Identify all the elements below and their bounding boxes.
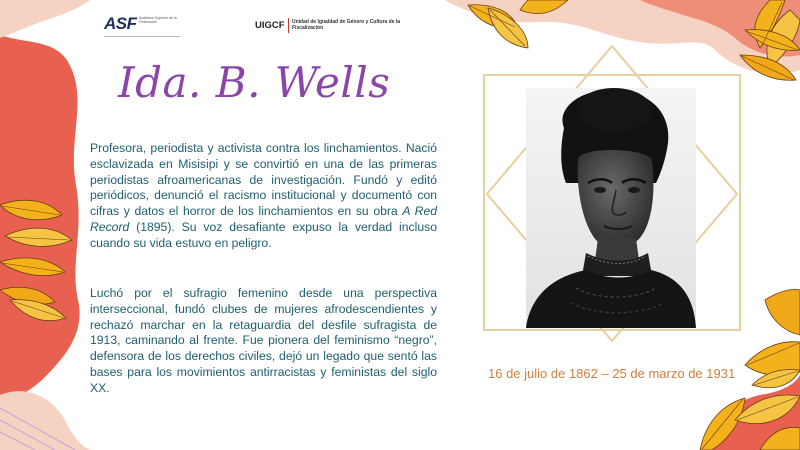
bio-paragraph-1 bbox=[90, 141, 437, 252]
asf-logo-subtitle: Auditoría Superior de la Federación bbox=[139, 16, 177, 25]
asf-logo bbox=[104, 14, 184, 40]
asf-logo-rule bbox=[104, 36, 180, 37]
portrait-photo bbox=[526, 88, 696, 328]
bio-paragraph-1-text: Profesora, periodista y activista contra los linchamientos. Nació esclavizada en Misisipi y se convirtió en una de las primeras periodistas afroamericanas de investigación. Fundó y editó periódicos, denunció el racismo institucional y documentó con cifras y datos el horror de los linchamientos en su obra bbox=[90, 141, 437, 219]
asf-logo-mark: ASF bbox=[104, 14, 137, 33]
peach-blob-top-left bbox=[0, 0, 90, 38]
bio-paragraph-2: Luchó por el sufragio femenino desde una perspectiva interseccional, fundó clubes de mujeres afrodescendientes y rechazó marchar en la retaguardia del desfile sufragista de 1913, caminando al frente. Fue pionera del feminismo “negro”, defensora de los derechos civiles, dejó un legado que sentó las bases para los movimientos antirracistas y feministas del siglo XX. bbox=[90, 286, 437, 395]
life-dates: 16 de julio de 1862 – 25 de marzo de 1931 bbox=[488, 366, 736, 381]
work-title: A Red Record bbox=[90, 204, 437, 234]
uigcf-logo-mark: UIGCF bbox=[255, 20, 285, 31]
bio-paragraph-1-tail: (1895). Su voz desafiante expuso la verdad incluso cuando su vida estuvo en peligro. bbox=[90, 219, 437, 250]
uigcf-logo-separator bbox=[288, 18, 289, 33]
peach-blob-bottom-left bbox=[0, 391, 90, 450]
uigcf-logo-subtitle: Unidad de Igualdad de Género y Cultura de la Fiscalización bbox=[292, 19, 401, 31]
page-title: Ida. B. Wells bbox=[118, 58, 391, 107]
